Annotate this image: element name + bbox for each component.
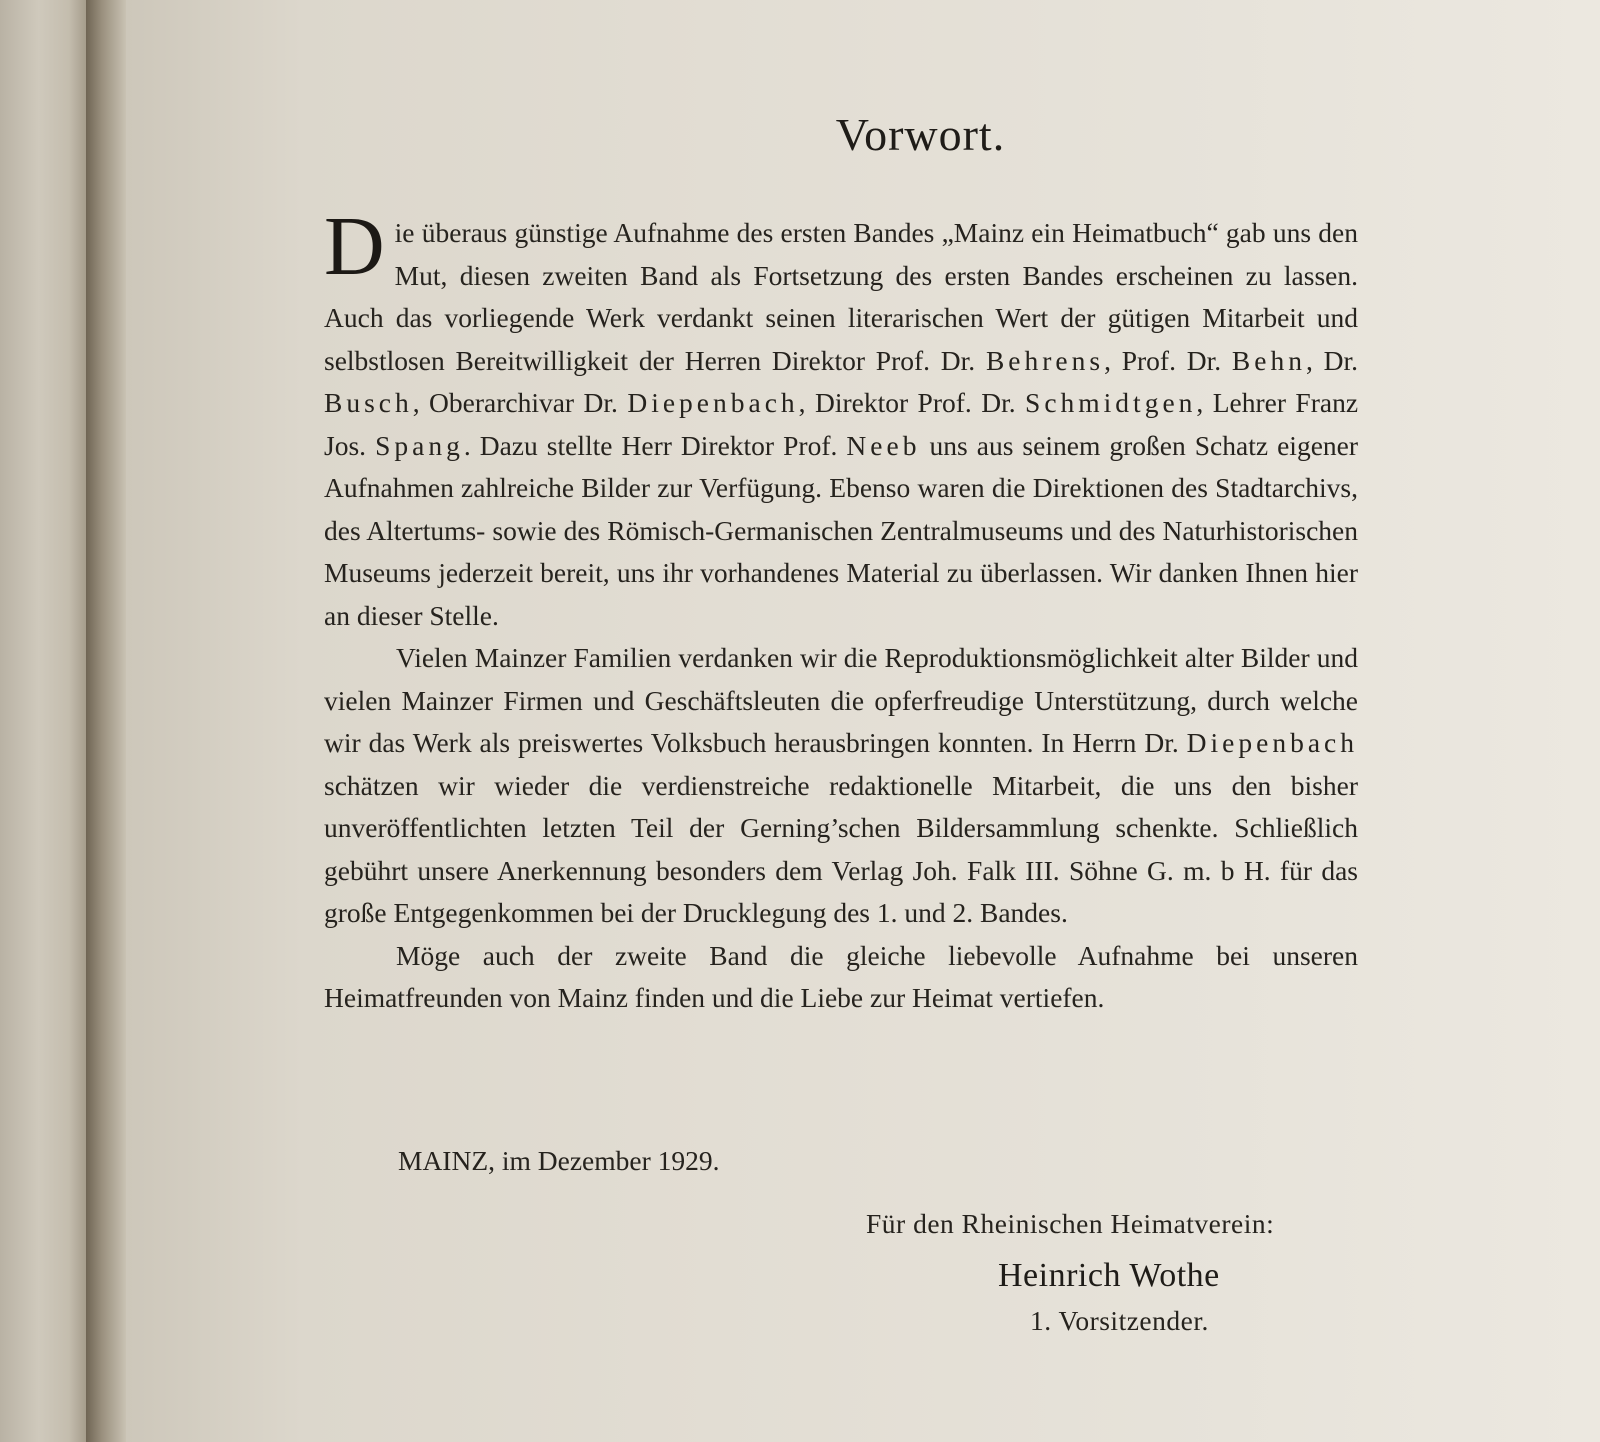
previous-page-edge [0,0,86,1442]
book-spine-shadow [86,0,126,1442]
person-name: Busch [324,387,413,418]
text-run: Vielen Mainzer Familien verdanken wir die Reproduktionsmöglichkeit alter Bilder und vielen Mainzer Firmen und Geschäftsleuten die opferfreudige Unterstützung, durch welche wir das Werk als preiswertes Volksbuch herausbringen konnten. In Herrn Dr. [324,642,1358,758]
paragraph-3: Möge auch der zweite Band die gleiche liebevolle Aufnahme bei unseren Heimatfreunden von Mainz finden und die Liebe zur Heimat vertiefen. [324,939,1358,1013]
date-line: MAINZ, im Dezember 1929. [398,1145,720,1176]
society-line: Für den Rheinischen Heimatverein: [866,1208,1275,1239]
page-title: Vorwort. [835,109,1006,160]
paragraph-2 [324,637,1358,935]
preface-body [324,200,1359,1020]
person-name: Spang [375,429,464,461]
text-run: . Dazu stellte Herr Direktor Prof. [463,429,838,461]
text-run: , Prof. Dr. [1104,344,1222,376]
signatory-name: Heinrich Wothe [998,1257,1220,1294]
drop-cap: D [324,200,385,293]
person-name: Behrens [985,344,1105,376]
book-page [126,0,1600,1442]
text-run: uns aus seinem großen Schatz eigener Aufnahmen zahlreiche Bilder zur Verfügung. Ebenso waren die Direktionen des Stadtarchivs, des Altertums- sowie des Römisch-Germanischen Zentralmuseums und des Naturhistorischen Museums jederzeit bereit, uns ihr vorhandenes Material zu überlassen. Wir danken Ihnen hier an dieser Stelle. [324,429,1359,631]
person-name: Schmidtgen [1025,387,1197,418]
person-name: Diepenbach [627,387,799,418]
text-run: schätzen wir wieder die verdienstreiche redaktionelle Mitarbeit, die uns den bisher unveröffentlichten letzten Teil der Gerning’schen Bildersammlung schenkte. Schließlich gebührt unsere Anerkennung besonders dem Verlag Joh. Falk III. Söhne G. m. b H. für das große Entgegenkommen bei der Drucklegung des 1. und 2. Bandes. [324,769,1358,928]
paragraph-1 [324,200,1359,637]
text-run: , Direktor Prof. Dr. [798,387,1016,418]
text-run: , Oberarchivar Dr. [412,387,618,418]
person-name: Diepenbach [1186,727,1358,758]
text-run: ie überaus günstige Aufnahme des ersten Bandes „Mainz ein Heimatbuch“ gab uns den Mut, diesen zweiten Band als Fortsetzung des ersten Bandes erscheinen zu lassen. Auch das vorliegende Werk verdankt seinen literarischen Wert der gütigen Mitarbeit und selbstlosen Bereitwilligkeit der Herren Direktor Prof. Dr. [324,217,1358,376]
signatory-role: 1. Vorsitzender. [1030,1305,1209,1336]
person-name: Neeb [846,429,921,461]
person-name: Behn [1231,344,1306,376]
text-run: , Dr. [1305,344,1358,376]
text-run: , Lehrer Franz Jos. [324,387,1359,461]
